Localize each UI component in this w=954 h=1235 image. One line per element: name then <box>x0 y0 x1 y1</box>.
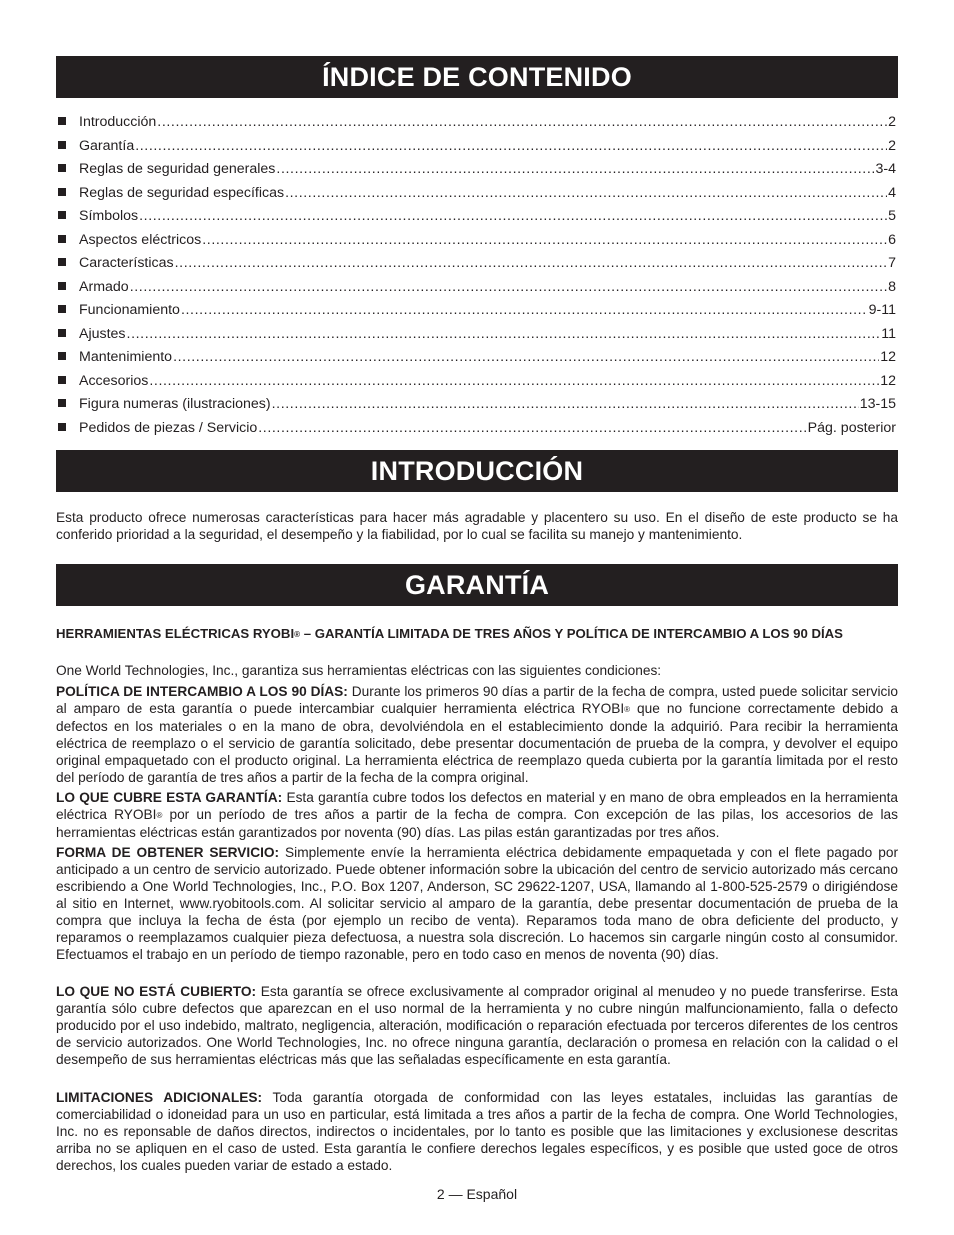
toc-item-page: 5 <box>888 208 896 224</box>
toc-item-label: Reglas de seguridad generales <box>79 161 276 177</box>
toc-item-page: 2 <box>888 137 896 154</box>
square-bullet-icon <box>58 188 66 196</box>
toc-item-label: Pedidos de piezas / Servicio <box>79 419 258 436</box>
toc-item-page: 7 <box>888 255 896 271</box>
toc-leader <box>276 161 874 177</box>
square-bullet-icon <box>58 164 66 172</box>
warranty-heading-brand: HERRAMIENTAS ELÉCTRICAS RYOBI <box>56 626 295 641</box>
square-bullet-icon <box>58 329 66 337</box>
limitations-label: LIMITACIONES ADICIONALES: <box>56 1090 263 1105</box>
toc-item-page: 9-11 <box>868 302 896 318</box>
not-covered-label: LO QUE NO ESTÁ CUBIERTO: <box>56 984 257 999</box>
service-text: Simplemente envíe la herramienta eléctrica debidamente empaquetada y con el flete pagado por anticipado a un centro de servicio autorizado. Puede obtener información sobre la ubicación del centro de servicio autorizado más cercano escribiendo a One World Technologies, Inc., P.O. Box 1207, Anderson, SC 29622-1207, USA, llamando al 1-800-525-2579 o dirigiéndose al sitio en Internet, www.ryobitools.com. Al solicitar servicio al amparo de la garantía, debe presentar documentación de prueba de la compra que incluya la fecha de ésta (por ejemplo un recibo de venta). Reparamos toda mano de obra deficiente del producto, y reparamos o reemplazamos cualquier pieza defectuosa, a nuestra sola discreción. Lo hacemos sin cargarle ningún costo al consumidor. Efectuamos el trabajo en un período de tiempo razonable, pero en todo caso en menos de noventa (90) días. <box>56 845 898 962</box>
limitations-text: Toda garantía otorgada de conformidad con las leyes estatales, incluidas las garantías de comerciabilidad o idoneidad para un uso en particular, está limitada a tres años a partir de la fecha de compra. One World Technologies, Inc. no es reponsable de daños directos, indirectos o incidentales, por lo tanto es posible que las limitaciones y exclusionese descritas arriba no se apliquen en el caso de usted. Esta garantía le confiere derechos legales específicos, y es posible que usted goce de otros derechos, los cuales pueden variar de estado a estado. <box>56 1090 898 1173</box>
toc-item-page: 13-15 <box>859 396 896 412</box>
square-bullet-icon <box>58 211 66 219</box>
service-paragraph <box>56 844 898 963</box>
exchange-policy-text: Durante los primeros 90 días a partir de la fecha de compra, usted puede solicitar servicio al amparo de esta garantía o puede intercambiar cualquier herramienta eléctrica RYOBI <box>56 684 898 716</box>
intro-title: INTRODUCCIÓN <box>56 450 898 492</box>
toc-item <box>56 279 896 303</box>
toc-leader <box>139 208 887 224</box>
toc-item <box>56 208 896 232</box>
square-bullet-icon <box>58 117 66 125</box>
square-bullet-icon <box>58 141 66 149</box>
toc-leader <box>202 232 887 248</box>
square-bullet-icon <box>58 235 66 243</box>
toc-leader <box>149 373 879 389</box>
toc-item-label: Características <box>79 255 174 271</box>
not-covered-text: Esta garantía se ofrece exclusivamente al comprador original al menudeo y no puede transferirse. Esta garantía sólo cubre defectos que aparezcan en el uso normal de la herramienta y no cubre ningún malfuncionamiento, falla o defecto producido por el uso indebido, maltrato, negligencia, alteración, modificación o reparación efectuada por terceros diferentes de los centros de servicio autorizados. One World Technologies, Inc. no ofrece ninguna garantía, declaración o promesa en relación con la calidad o el desempeño de sus herramientas eléctricas más que las señaladas específicamente en esta garantía. <box>56 984 898 1067</box>
toc-leader <box>285 185 887 201</box>
square-bullet-icon <box>58 258 66 266</box>
toc-item-label: Garantía <box>79 137 135 154</box>
toc-item-label: Armado <box>79 278 129 295</box>
coverage-paragraph <box>56 789 898 841</box>
toc-item-label: Funcionamiento <box>79 302 180 318</box>
toc-item-page: 3-4 <box>875 161 896 177</box>
coverage-label: LO QUE CUBRE ESTA GARANTÍA: <box>56 790 283 805</box>
square-bullet-icon <box>58 352 66 360</box>
toc-item <box>56 302 896 326</box>
warranty-heading <box>56 625 898 643</box>
coverage-text: Esta garantía cubre todos los defectos en material y en mano de obra empleados en la herramienta eléctrica RYOBI <box>56 790 898 822</box>
exchange-policy-label: POLÍTICA DE INTERCAMBIO A LOS 90 DÍAS: <box>56 684 348 699</box>
toc-item <box>56 138 896 162</box>
toc-item <box>56 232 896 256</box>
toc-item-page: 8 <box>888 278 896 295</box>
toc-leader <box>130 279 887 295</box>
toc-item <box>56 185 896 209</box>
square-bullet-icon <box>58 282 66 290</box>
service-label: FORMA DE OBTENER SERVICIO: <box>56 845 280 860</box>
warranty-heading-text: – GARANTÍA LIMITADA DE TRES AÑOS Y POLÍTICA DE INTERCAMBIO A LOS 90 DÍAS <box>300 626 843 641</box>
toc-item <box>56 373 896 397</box>
toc-item <box>56 420 896 444</box>
limitations-paragraph <box>56 1089 898 1174</box>
toc-item-page: Pág. posterior <box>807 419 896 436</box>
registered-mark: ® <box>624 705 631 714</box>
toc-item-label: Accesorios <box>79 372 149 389</box>
table-of-contents <box>56 114 896 443</box>
toc-item-page: 6 <box>888 231 896 248</box>
toc-item-page: 11 <box>881 325 896 342</box>
warranty-intro: One World Technologies, Inc., garantiza sus herramientas eléctricas con las siguientes condiciones: <box>56 663 662 678</box>
toc-item <box>56 255 896 279</box>
toc-leader <box>173 349 879 365</box>
toc-item <box>56 396 896 420</box>
toc-item-label: Símbolos <box>79 208 139 224</box>
not-covered-paragraph <box>56 983 898 1068</box>
toc-item-page: 2 <box>888 114 896 130</box>
toc-item <box>56 161 896 185</box>
square-bullet-icon <box>58 399 66 407</box>
toc-leader <box>175 255 888 271</box>
square-bullet-icon <box>58 305 66 313</box>
toc-item <box>56 326 896 350</box>
coverage-text-cont: por un período de tres años a partir de la fecha de compra. Con excepción de las pilas, los accesorios de las herramientas eléctricas están garantizados por noventa (90) días. Las pilas están garantizadas por tres años. <box>56 807 898 840</box>
square-bullet-icon <box>58 376 66 384</box>
intro-paragraph: Esta producto ofrece numerosas características para hacer más agradable y placentero su uso. En el diseño de este producto se ha conferido prioridad a la seguridad, el desempeño y la fiabilidad, por lo cual se facilita su manejo y mantenimiento. <box>56 510 898 542</box>
page-footer: 2 — Español <box>436 1186 518 1202</box>
toc-item-label: Figura numeras (ilustraciones) <box>79 396 271 412</box>
toc-item-page: 12 <box>880 372 896 389</box>
registered-mark: ® <box>294 630 301 639</box>
toc-leader <box>135 138 887 154</box>
warranty-title: GARANTÍA <box>56 564 898 606</box>
toc-leader <box>157 114 887 130</box>
toc-item-label: Introducción <box>79 114 157 130</box>
toc-item-label: Ajustes <box>79 325 126 342</box>
toc-item-page: 12 <box>880 349 896 365</box>
toc-leader <box>258 420 806 436</box>
toc-item <box>56 114 896 138</box>
toc-leader <box>181 302 868 318</box>
toc-title: ÍNDICE DE CONTENIDO <box>56 56 898 98</box>
toc-item-label: Mantenimiento <box>79 349 173 365</box>
square-bullet-icon <box>58 423 66 431</box>
toc-item-page: 4 <box>888 184 896 201</box>
toc-item <box>56 349 896 373</box>
registered-mark: ® <box>156 811 163 820</box>
toc-item-label: Reglas de seguridad específicas <box>79 184 285 201</box>
toc-leader <box>272 396 859 412</box>
toc-item-label: Aspectos eléctricos <box>79 231 202 248</box>
toc-leader <box>127 326 881 342</box>
exchange-policy-paragraph <box>56 683 898 786</box>
exchange-policy-text-cont: que no funcione correctamente debido a defectos en los materiales o en la mano de obra, devolviéndola en el establecimiento donde la adquirió. Para recibir la herramienta eléctrica de reemplazo o el servicio de garantía solicitado, debe presentar documentación de prueba de la compra, y devolver el equipo original empaquetado con el producto original. La herramienta eléctrica de reemplazo queda cubierta por la garantía limitada por el resto del período de garantía de tres años a partir de la fecha de la compra original. <box>56 701 899 785</box>
